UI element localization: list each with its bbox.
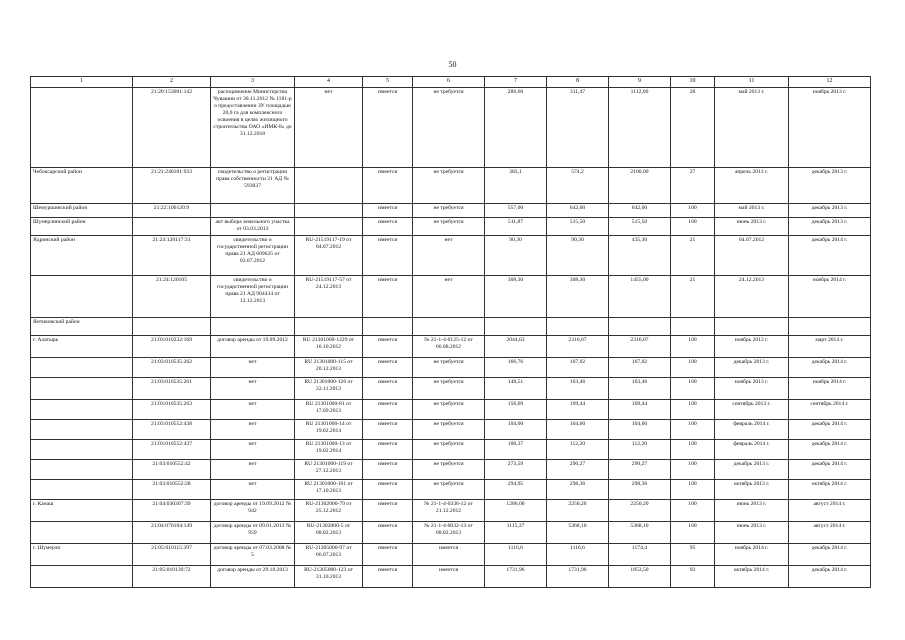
table-row [31, 522, 871, 544]
table-cell: RU 21301000-13 от 19.02.2014 [295, 440, 363, 460]
column-header: 6 [413, 77, 485, 88]
table-row [31, 88, 871, 168]
table-cell: июнь 2013 г. [715, 218, 789, 236]
table-cell: 298,36 [609, 480, 671, 500]
table-cell: февраль 2014 г. [715, 420, 789, 440]
table-cell: декабрь 2013 г. [715, 358, 789, 378]
table-cell: № 21-1-4-0032-13 от 08.02.2013 [413, 522, 485, 544]
table-row [31, 500, 871, 522]
table-cell [31, 420, 133, 440]
table-cell: декабрь 2013 г. [789, 218, 871, 236]
table-cell: имеется [363, 522, 413, 544]
table-cell: № 21-1-4-0336-12 от 21.12.2012 [413, 500, 485, 522]
table-cell: декабрь 2013 г. [789, 204, 871, 218]
table-cell: не требуется [413, 358, 485, 378]
table-cell: имеется [363, 566, 413, 588]
table-cell [715, 318, 789, 336]
table-cell: декабрь 2014 г. [789, 544, 871, 566]
table-cell: 21:03:010552:28 [133, 480, 211, 500]
table-cell: не требуется [413, 460, 485, 480]
table-cell [295, 168, 363, 204]
table-cell: 21 [671, 276, 715, 318]
column-header: 5 [363, 77, 413, 88]
data-table [30, 76, 871, 588]
table-cell: декабрь 2014 г. [789, 420, 871, 440]
table-cell: 100 [671, 460, 715, 480]
table-cell: 21:05:010139:72 [133, 566, 211, 588]
table-cell: имеется [363, 480, 413, 500]
table-cell: 95 [671, 544, 715, 566]
table-cell: RU 21301000-119 от 27.12.2013 [295, 460, 363, 480]
table-row [31, 236, 871, 276]
table-cell [31, 460, 133, 480]
table-cell: нет [211, 460, 295, 480]
table-cell [671, 318, 715, 336]
table-cell [295, 218, 363, 236]
table-cell: 2316,07 [547, 336, 609, 358]
table-cell [295, 318, 363, 336]
table-cell: 2044,63 [485, 336, 547, 358]
table-cell: имеется [363, 378, 413, 400]
table-cell: Шумерлинский район [31, 218, 133, 236]
table-cell [609, 318, 671, 336]
table-cell: 112,20 [609, 440, 671, 460]
table-cell: 108,37 [485, 440, 547, 460]
table-cell: октябрь 2014 г. [715, 566, 789, 588]
table-cell [133, 218, 211, 236]
table-cell: ноябрь 2013 г. [789, 88, 871, 168]
table-cell: 311,47 [547, 88, 609, 168]
table-cell: 642,00 [547, 204, 609, 218]
table-cell: август 2014 г. [789, 522, 871, 544]
table-row [31, 318, 871, 336]
table-header-row [31, 77, 871, 88]
table-cell [789, 318, 871, 336]
table-cell: имеется [413, 544, 485, 566]
table-cell: RU-21305000-123 от 31.10.2013 [295, 566, 363, 588]
table-cell: 642,00 [609, 204, 671, 218]
table-cell: 21:04:070104:149 [133, 522, 211, 544]
table-cell: 169,44 [547, 400, 609, 420]
table-cell: 100 [671, 204, 715, 218]
table-cell [31, 440, 133, 460]
table-cell: RU 21301000-126 от 22.11.2013 [295, 378, 363, 400]
table-row [31, 566, 871, 588]
table-cell: ноябрь 2012 г. [715, 336, 789, 358]
table-cell: не требуется [413, 88, 485, 168]
table-cell: г. Канаш [31, 500, 133, 522]
table-cell: 21:04:030307:39 [133, 500, 211, 522]
table-cell: сентябрь 2014 г. [789, 400, 871, 420]
table-cell [295, 204, 363, 218]
table-row [31, 358, 871, 378]
table-cell [211, 318, 295, 336]
table-cell: 273,59 [485, 460, 547, 480]
table-cell: свидетельство о государственной регистрации права 21 АД 609625 от 03.07.2012 [211, 236, 295, 276]
table-cell: 290,27 [547, 460, 609, 480]
table-cell: 163,46 [609, 378, 671, 400]
table-cell [211, 204, 295, 218]
table-cell: договор аренды от 29.10.2013 [211, 566, 295, 588]
table-cell: свидетельство о регистрации права собственности 21 АД № 593037 [211, 168, 295, 204]
table-cell: договор аренды от 19.09.2012 № 942 [211, 500, 295, 522]
table-cell: февраль 2014 г. [715, 440, 789, 460]
table-cell: 148,51 [485, 378, 547, 400]
table-cell: 100 [671, 500, 715, 522]
table-cell: 04.07.2012 [715, 236, 789, 276]
table-row [31, 480, 871, 500]
column-header: 2 [133, 77, 211, 88]
table-cell: 21:24:120117:31 [133, 236, 211, 276]
table-cell: октябрь 2013 г. [715, 480, 789, 500]
table-cell: 1455,00 [609, 276, 671, 318]
column-header: 4 [295, 77, 363, 88]
table-cell: 90,30 [547, 236, 609, 276]
table-row [31, 336, 871, 358]
table-cell: 2250,20 [547, 500, 609, 522]
table-cell: 557,00 [485, 204, 547, 218]
table-cell: акт выбора земельного участка от 03.03.2013 [211, 218, 295, 236]
table-cell: 104,60 [609, 420, 671, 440]
table-cell: имеется [363, 440, 413, 460]
table-cell: 294,95 [485, 480, 547, 500]
table-cell: ноябрь 2014 г. [789, 276, 871, 318]
table-cell: 24.12.2013 [715, 276, 789, 318]
table-cell: имеется [363, 400, 413, 420]
table-cell: не требуется [413, 480, 485, 500]
column-header: 12 [789, 77, 871, 88]
table-cell: № 21-1-4-0125-12 от 06.08.2012 [413, 336, 485, 358]
table-cell [31, 400, 133, 420]
table-row [31, 400, 871, 420]
table-cell: 163,46 [547, 378, 609, 400]
table-cell: договор аренды от 09.01.2013 № 959 [211, 522, 295, 544]
column-header: 10 [671, 77, 715, 88]
table-cell: 27 [671, 168, 715, 204]
table-row [31, 544, 871, 566]
table-cell: 511,87 [485, 218, 547, 236]
table-cell: имеется [363, 276, 413, 318]
table-cell [31, 378, 133, 400]
table-cell: распоряжение Министерства Чувашии от 30.11.2012 № 1181-р о предоставлении ЗУ площадью 20,0 га для комплексного освоения в целях жилищного строительства ОАО «ИМК-8» до 31.12.2018 [211, 88, 295, 168]
table-cell: 93 [671, 566, 715, 588]
table-cell: декабрь 2014 г. [789, 440, 871, 460]
table-cell: г. Алатырь [31, 336, 133, 358]
table-cell: июнь 2013 г. [715, 500, 789, 522]
column-header: 11 [715, 77, 789, 88]
table-cell: сентябрь 2013 г. [715, 400, 789, 420]
table-cell: 1731,96 [485, 566, 547, 588]
table-cell: нет [295, 88, 363, 168]
table-row [31, 378, 871, 400]
table-cell [31, 522, 133, 544]
table-cell [31, 566, 133, 588]
table-cell: 21:03:010232:169 [133, 336, 211, 358]
table-cell: 21:20:153001:142 [133, 88, 211, 168]
table-cell: 156,69 [485, 400, 547, 420]
table-cell: 100 [671, 400, 715, 420]
table-cell: RU-21519117-19 от 04.07.2012 [295, 236, 363, 276]
table-cell: нет [211, 378, 295, 400]
table-cell: имеется [363, 88, 413, 168]
table-cell: 1174,4 [609, 544, 671, 566]
table-cell: декабрь 2013 г. [789, 168, 871, 204]
table-cell: 21 [671, 236, 715, 276]
table-cell: договор аренды от 19.09.2012 [211, 336, 295, 358]
table-cell: имеется [363, 336, 413, 358]
table-cell: имеется [363, 204, 413, 218]
table-cell: 21:24:120105 [133, 276, 211, 318]
table-cell: RU 21301000-115 от 20.12.2013 [295, 358, 363, 378]
table-cell: 100 [671, 378, 715, 400]
table-cell: май 2013 г. [715, 204, 789, 218]
table-cell: апрель 2013 г. [715, 168, 789, 204]
table-cell: 2316,07 [609, 336, 671, 358]
table-cell: 166,76 [485, 358, 547, 378]
table-cell: 435,30 [609, 236, 671, 276]
table-cell: имеется [413, 566, 485, 588]
table-cell: 28 [671, 88, 715, 168]
table-cell: не требуется [413, 440, 485, 460]
table-cell: октябрь 2014 г. [789, 480, 871, 500]
table-cell [31, 480, 133, 500]
table-cell: 2100,00 [609, 168, 671, 204]
table-cell: 1116,6 [485, 544, 547, 566]
table-cell: имеется [363, 544, 413, 566]
table-cell: 167,02 [547, 358, 609, 378]
table-cell: имеется [363, 420, 413, 440]
table-cell: имеется [363, 500, 413, 522]
table-row [31, 218, 871, 236]
table-cell: 290,27 [609, 460, 671, 480]
table-cell: 308,30 [485, 276, 547, 318]
table-cell: г. Шумерля [31, 544, 133, 566]
column-header: 8 [547, 77, 609, 88]
table-cell: 100 [671, 522, 715, 544]
table-cell: нет [211, 440, 295, 460]
table-cell: 21:03:010552:437 [133, 440, 211, 460]
table-cell: 104,00 [485, 420, 547, 440]
table-cell: 515,50 [609, 218, 671, 236]
table-cell: не требуется [413, 168, 485, 204]
table-cell: RU 21301000-14 от 19.02.2014 [295, 420, 363, 440]
table-cell: имеется [363, 358, 413, 378]
table-cell: 1115,37 [485, 522, 547, 544]
table-cell: 100 [671, 480, 715, 500]
table-cell: не требуется [413, 400, 485, 420]
table-cell: не требуется [413, 420, 485, 440]
table-cell: 21:03:010552:42 [133, 460, 211, 480]
table-row [31, 276, 871, 318]
table-cell: имеется [363, 168, 413, 204]
table-row [31, 440, 871, 460]
table-cell: март 2014 г. [789, 336, 871, 358]
table-cell: не требуется [413, 378, 485, 400]
table-cell: не требуется [413, 218, 485, 236]
table-cell: свидетельство о государственной регистрации права 21 АД 904434 от 12.12.2013 [211, 276, 295, 318]
table-cell: май 2013 г. [715, 88, 789, 168]
table-cell: 112,20 [547, 440, 609, 460]
table-cell: 100 [671, 358, 715, 378]
table-cell: 298,36 [547, 480, 609, 500]
table-cell [413, 318, 485, 336]
column-header: 7 [485, 77, 547, 88]
table-cell: 167,02 [609, 358, 671, 378]
column-header: 1 [31, 77, 133, 88]
table-cell: 286,60 [485, 88, 547, 168]
table-cell [485, 318, 547, 336]
table-cell: декабрь 2013 г. [715, 460, 789, 480]
table-cell: 100 [671, 440, 715, 460]
table-cell: 21:21:240101:933 [133, 168, 211, 204]
table-cell: 308,30 [547, 276, 609, 318]
table-cell: 21:22:100120:9 [133, 204, 211, 218]
table-cell: имеется [363, 218, 413, 236]
table-row [31, 168, 871, 204]
table-row [31, 460, 871, 480]
table-cell: не требуется [413, 204, 485, 218]
table-cell: 1286,00 [485, 500, 547, 522]
column-header: 3 [211, 77, 295, 88]
table-cell: имеется [363, 236, 413, 276]
table-cell: ноябрь 2014 г. [789, 378, 871, 400]
table-cell: RU-21302000-79 от 25.12.2012 [295, 500, 363, 522]
table-cell: нет [211, 400, 295, 420]
table-cell: декабрь 2014 г. [789, 358, 871, 378]
table-cell: август 2014 г. [789, 500, 871, 522]
table-cell: 1112,00 [609, 88, 671, 168]
table-cell: 5368,10 [609, 522, 671, 544]
table-cell: Янтиковский район [31, 318, 133, 336]
table-cell: декабрь 2014 г. [789, 236, 871, 276]
table-cell: 21:03:010535:262 [133, 358, 211, 378]
table-cell: 90,30 [485, 236, 547, 276]
table-cell: RU-21305000-97 от 06.07.2013 [295, 544, 363, 566]
table-cell: 1116,6 [547, 544, 609, 566]
table-cell: декабрь 2014 г. [789, 460, 871, 480]
table-cell: нет [413, 236, 485, 276]
table-cell [31, 358, 133, 378]
table-cell: нет [211, 480, 295, 500]
table-cell: ноябрь 2014 г. [715, 544, 789, 566]
table-cell: RU 21301000-81 от 17.09.2013 [295, 400, 363, 420]
table-cell: Ядринский район [31, 236, 133, 276]
table-cell: 2250,20 [609, 500, 671, 522]
table-cell: 574,2 [547, 168, 609, 204]
table-cell: 100 [671, 420, 715, 440]
table-row [31, 420, 871, 440]
table-cell: 100 [671, 218, 715, 236]
table-cell: нет [211, 358, 295, 378]
table-cell: RU-21519117-57 от 24.12.2013 [295, 276, 363, 318]
table-cell: 515,50 [547, 218, 609, 236]
table-cell: 169,44 [609, 400, 671, 420]
table-cell: нет [211, 420, 295, 440]
table-cell [547, 318, 609, 336]
table-cell: 383,1 [485, 168, 547, 204]
table-cell [31, 88, 133, 168]
column-header: 9 [609, 77, 671, 88]
table-cell: Чебоксарский район [31, 168, 133, 204]
table-cell: имеется [363, 460, 413, 480]
table-cell: 21:05:010115:397 [133, 544, 211, 566]
table-cell: RU 21301000-1229 от 16.10.2012 [295, 336, 363, 358]
table-cell: 100 [671, 336, 715, 358]
table-cell: июнь 2013 г. [715, 522, 789, 544]
table-cell: нет [413, 276, 485, 318]
table-cell: Шемуршинский район [31, 204, 133, 218]
table-cell: ноябрь 2013 г. [715, 378, 789, 400]
table-cell: 21:03:010535:263 [133, 400, 211, 420]
page-number: 50 [448, 60, 457, 69]
table-cell [31, 276, 133, 318]
table-cell [133, 318, 211, 336]
table-cell: 5368,10 [547, 522, 609, 544]
table-cell: 21:03:010535:261 [133, 378, 211, 400]
table-cell: 104,60 [547, 420, 609, 440]
table-cell: RU-21302000-5 от 08.02.2013 [295, 522, 363, 544]
table-cell: декабрь 2014 г. [789, 566, 871, 588]
table-cell: 21:03:010552:438 [133, 420, 211, 440]
table-row [31, 204, 871, 218]
table-cell: 1731,96 [547, 566, 609, 588]
table-cell: 1853,50 [609, 566, 671, 588]
table-cell [363, 318, 413, 336]
table-cell: договор аренды от 07.03.2008 № 5 [211, 544, 295, 566]
table-cell: RU 21301000-101 от 17.10.2013 [295, 480, 363, 500]
